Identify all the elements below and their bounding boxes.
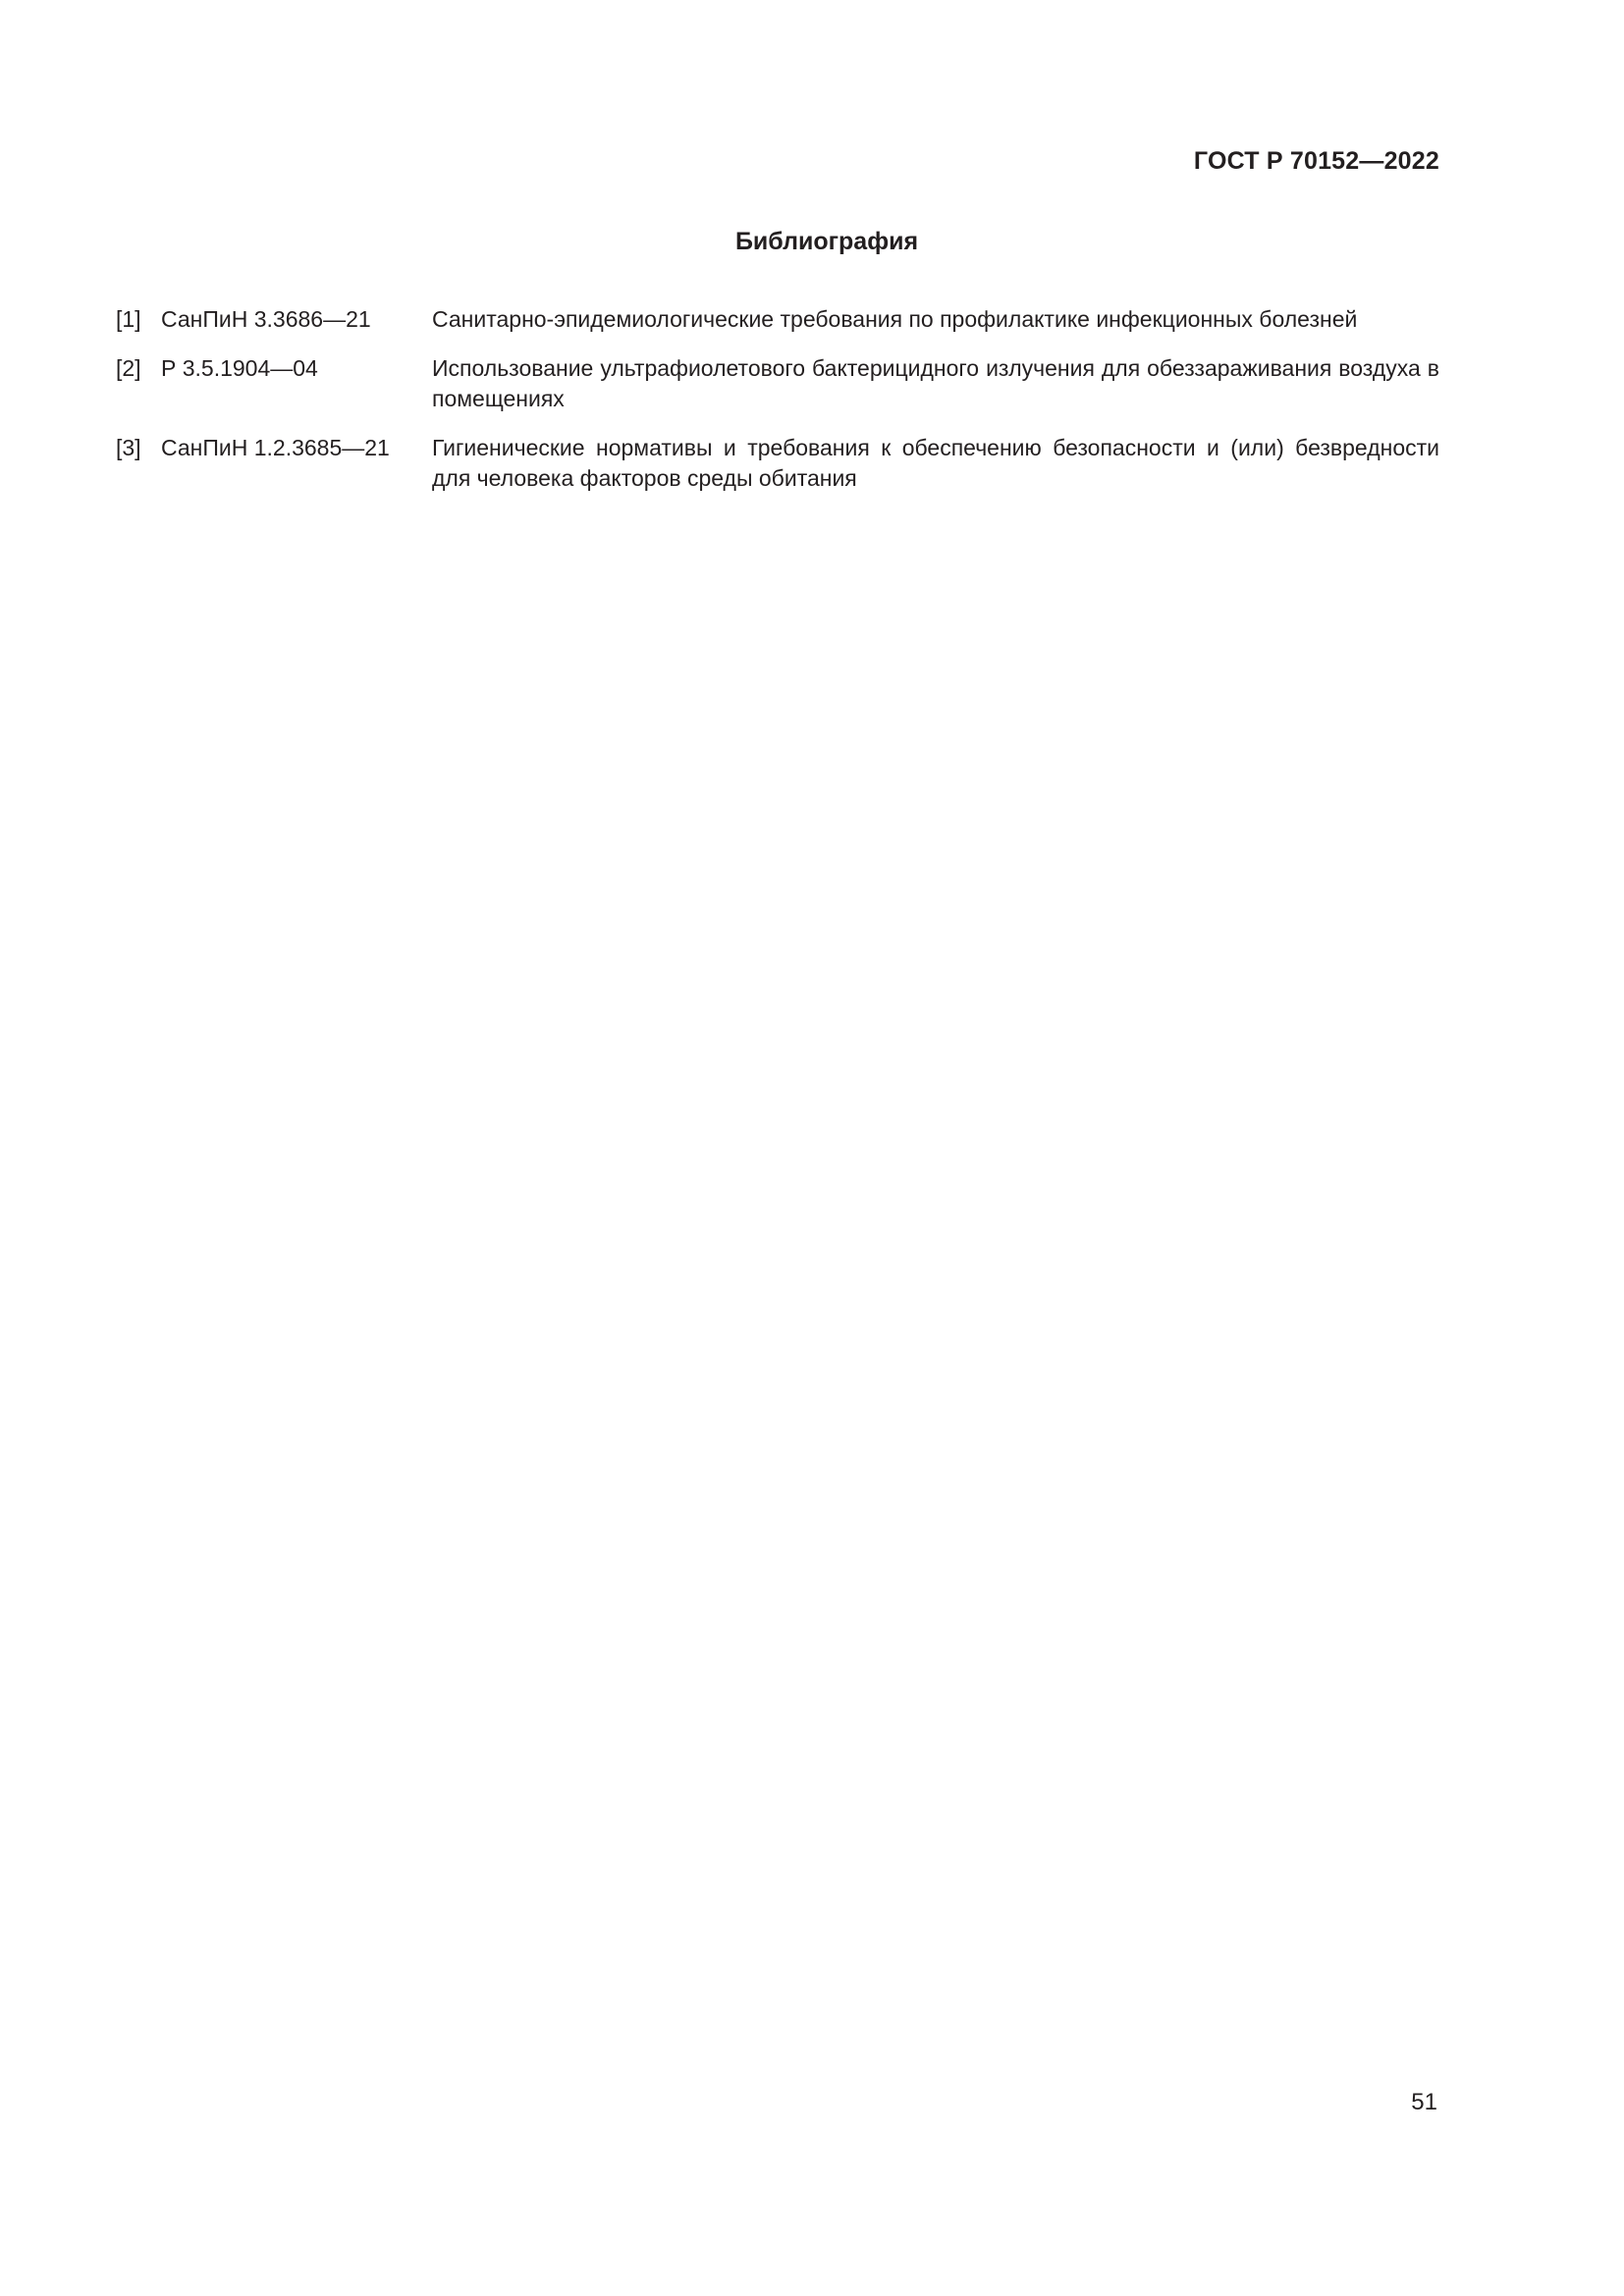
bibliography-entry (116, 433, 1439, 494)
bibliography-entry (116, 353, 1439, 414)
entry-number: [2] (116, 355, 141, 381)
entry-number: [1] (116, 306, 141, 332)
bibliography-list (116, 304, 1439, 512)
section-title: Библиография (734, 228, 919, 255)
entry-title: Санитарно-эпидемиологические требования по профилактике инфекционных болезней (432, 306, 1358, 332)
page-number: 51 (1411, 2089, 1437, 2115)
entry-code: СанПиН 1.2.3685—21 (161, 435, 390, 460)
entry-code: СанПиН 3.3686—21 (161, 306, 371, 332)
entry-number: [3] (116, 435, 141, 460)
entry-code: Р 3.5.1904—04 (161, 355, 318, 381)
document-code-header: ГОСТ Р 70152—2022 (1193, 147, 1439, 175)
bibliography-entry (116, 304, 1439, 335)
entry-title: Использование ультрафиолетового бактерицидного излучения для обеззараживания воздуха в помещениях (432, 355, 1439, 411)
entry-title: Гигиенические нормативы и требования к обеспечению безопасности и (или) безвредности для человека факторов среды обитания (432, 435, 1439, 491)
